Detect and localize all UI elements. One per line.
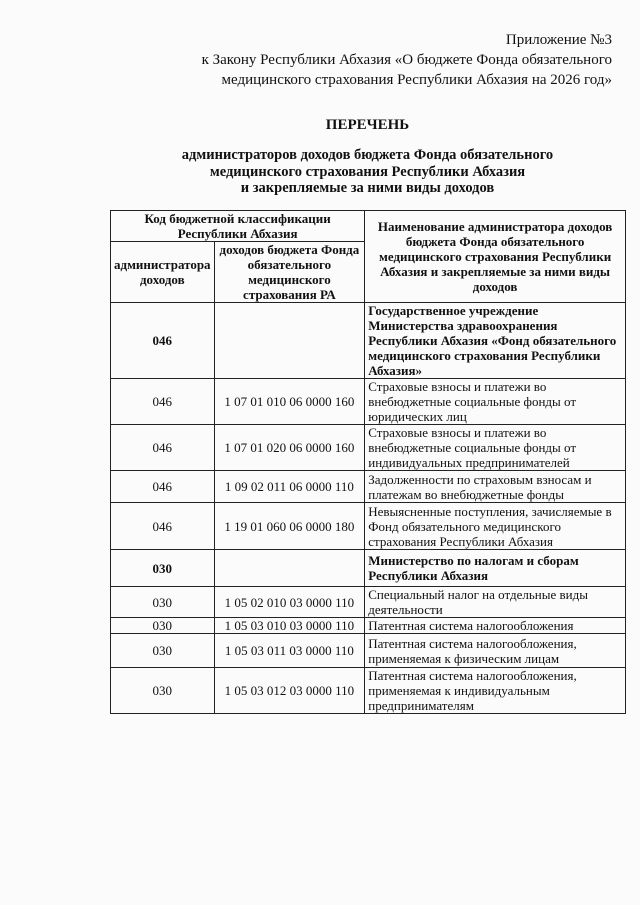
name-cell: Государственное учреждение Министерства здравоохранения Республики Абхазия «Фонд обязательного медицинского страхования Республики Абхазия» <box>365 303 626 379</box>
document-subtitle <box>110 147 625 197</box>
table-row <box>111 550 626 587</box>
admin-code-cell: 046 <box>111 471 215 503</box>
name-cell: Страховые взносы и платежи во внебюджетные социальные фонды от юридических лиц <box>365 379 626 425</box>
table-row <box>111 303 626 379</box>
income-code-cell: 1 07 01 010 06 0000 160 <box>214 379 365 425</box>
income-code-cell <box>214 550 365 587</box>
admin-code-cell: 030 <box>111 634 215 668</box>
name-cell: Патентная система налогообложения, применяемая к физическим лицам <box>365 634 626 668</box>
admin-code-cell: 046 <box>111 379 215 425</box>
income-code-cell: 1 09 02 011 06 0000 110 <box>214 471 365 503</box>
table-row <box>111 618 626 634</box>
appendix-header <box>202 30 612 90</box>
appendix-law-ref-2: медицинского страхования Республики Абхазия на 2026 год» <box>221 72 612 88</box>
subtitle-line: администраторов доходов бюджета Фонда обязательного <box>181 147 554 163</box>
admin-code-cell: 046 <box>111 303 215 379</box>
name-cell: Патентная система налогообложения, применяемая к индивидуальным предпринимателям <box>365 668 626 714</box>
appendix-number: Приложение №3 <box>505 32 612 48</box>
income-code-cell: 1 05 03 010 03 0000 110 <box>214 618 365 634</box>
appendix-law-ref-1: к Закону Республики Абхазия «О бюджете Фонда обязательного <box>201 52 612 68</box>
admin-code-cell: 046 <box>111 425 215 471</box>
table-row <box>111 587 626 618</box>
income-code-cell <box>214 303 365 379</box>
income-code-cell: 1 05 03 012 03 0000 110 <box>214 668 365 714</box>
name-cell: Специальный налог на отдельные виды деятельности <box>365 587 626 618</box>
admin-code-cell: 046 <box>111 503 215 550</box>
name-cell: Патентная система налогообложения <box>365 618 626 634</box>
admin-code-cell: 030 <box>111 550 215 587</box>
subtitle-line: и закрепляемые за ними виды доходов <box>240 180 495 196</box>
name-cell: Страховые взносы и платежи во внебюджетные социальные фонды от индивидуальных предпринимателей <box>365 425 626 471</box>
header-code-group: Код бюджетной классификации Республики Абхазия <box>111 211 365 242</box>
name-cell: Министерство по налогам и сборам Республики Абхазия <box>365 550 626 587</box>
document-title: ПЕРЕЧЕНЬ <box>325 117 410 133</box>
table-row <box>111 471 626 503</box>
income-code-cell: 1 19 01 060 06 0000 180 <box>214 503 365 550</box>
income-code-cell: 1 07 01 020 06 0000 160 <box>214 425 365 471</box>
table-row <box>111 425 626 471</box>
income-code-cell: 1 05 02 010 03 0000 110 <box>214 587 365 618</box>
table-row <box>111 634 626 668</box>
table-row <box>111 379 626 425</box>
name-cell: Невыясненные поступления, зачисляемые в Фонд обязательного медицинского страхования Республики Абхазия <box>365 503 626 550</box>
admin-code-cell: 030 <box>111 587 215 618</box>
administrators-table <box>110 210 626 714</box>
table-row <box>111 668 626 714</box>
header-name: Наименование администратора доходов бюджета Фонда обязательного медицинского страхования Республики Абхазия и закрепляемые за ними виды доходов <box>365 211 626 303</box>
admin-code-cell: 030 <box>111 668 215 714</box>
header-income-code: доходов бюджета Фонда обязательного медицинского страхования РА <box>214 242 365 303</box>
subtitle-line: медицинского страхования Республики Абхазия <box>209 163 526 180</box>
admin-code-cell: 030 <box>111 618 215 634</box>
table-row <box>111 503 626 550</box>
name-cell: Задолженности по страховым взносам и платежам во внебюджетные фонды <box>365 471 626 503</box>
income-code-cell: 1 05 03 011 03 0000 110 <box>214 634 365 668</box>
header-admin-code: администратора доходов <box>111 242 215 303</box>
